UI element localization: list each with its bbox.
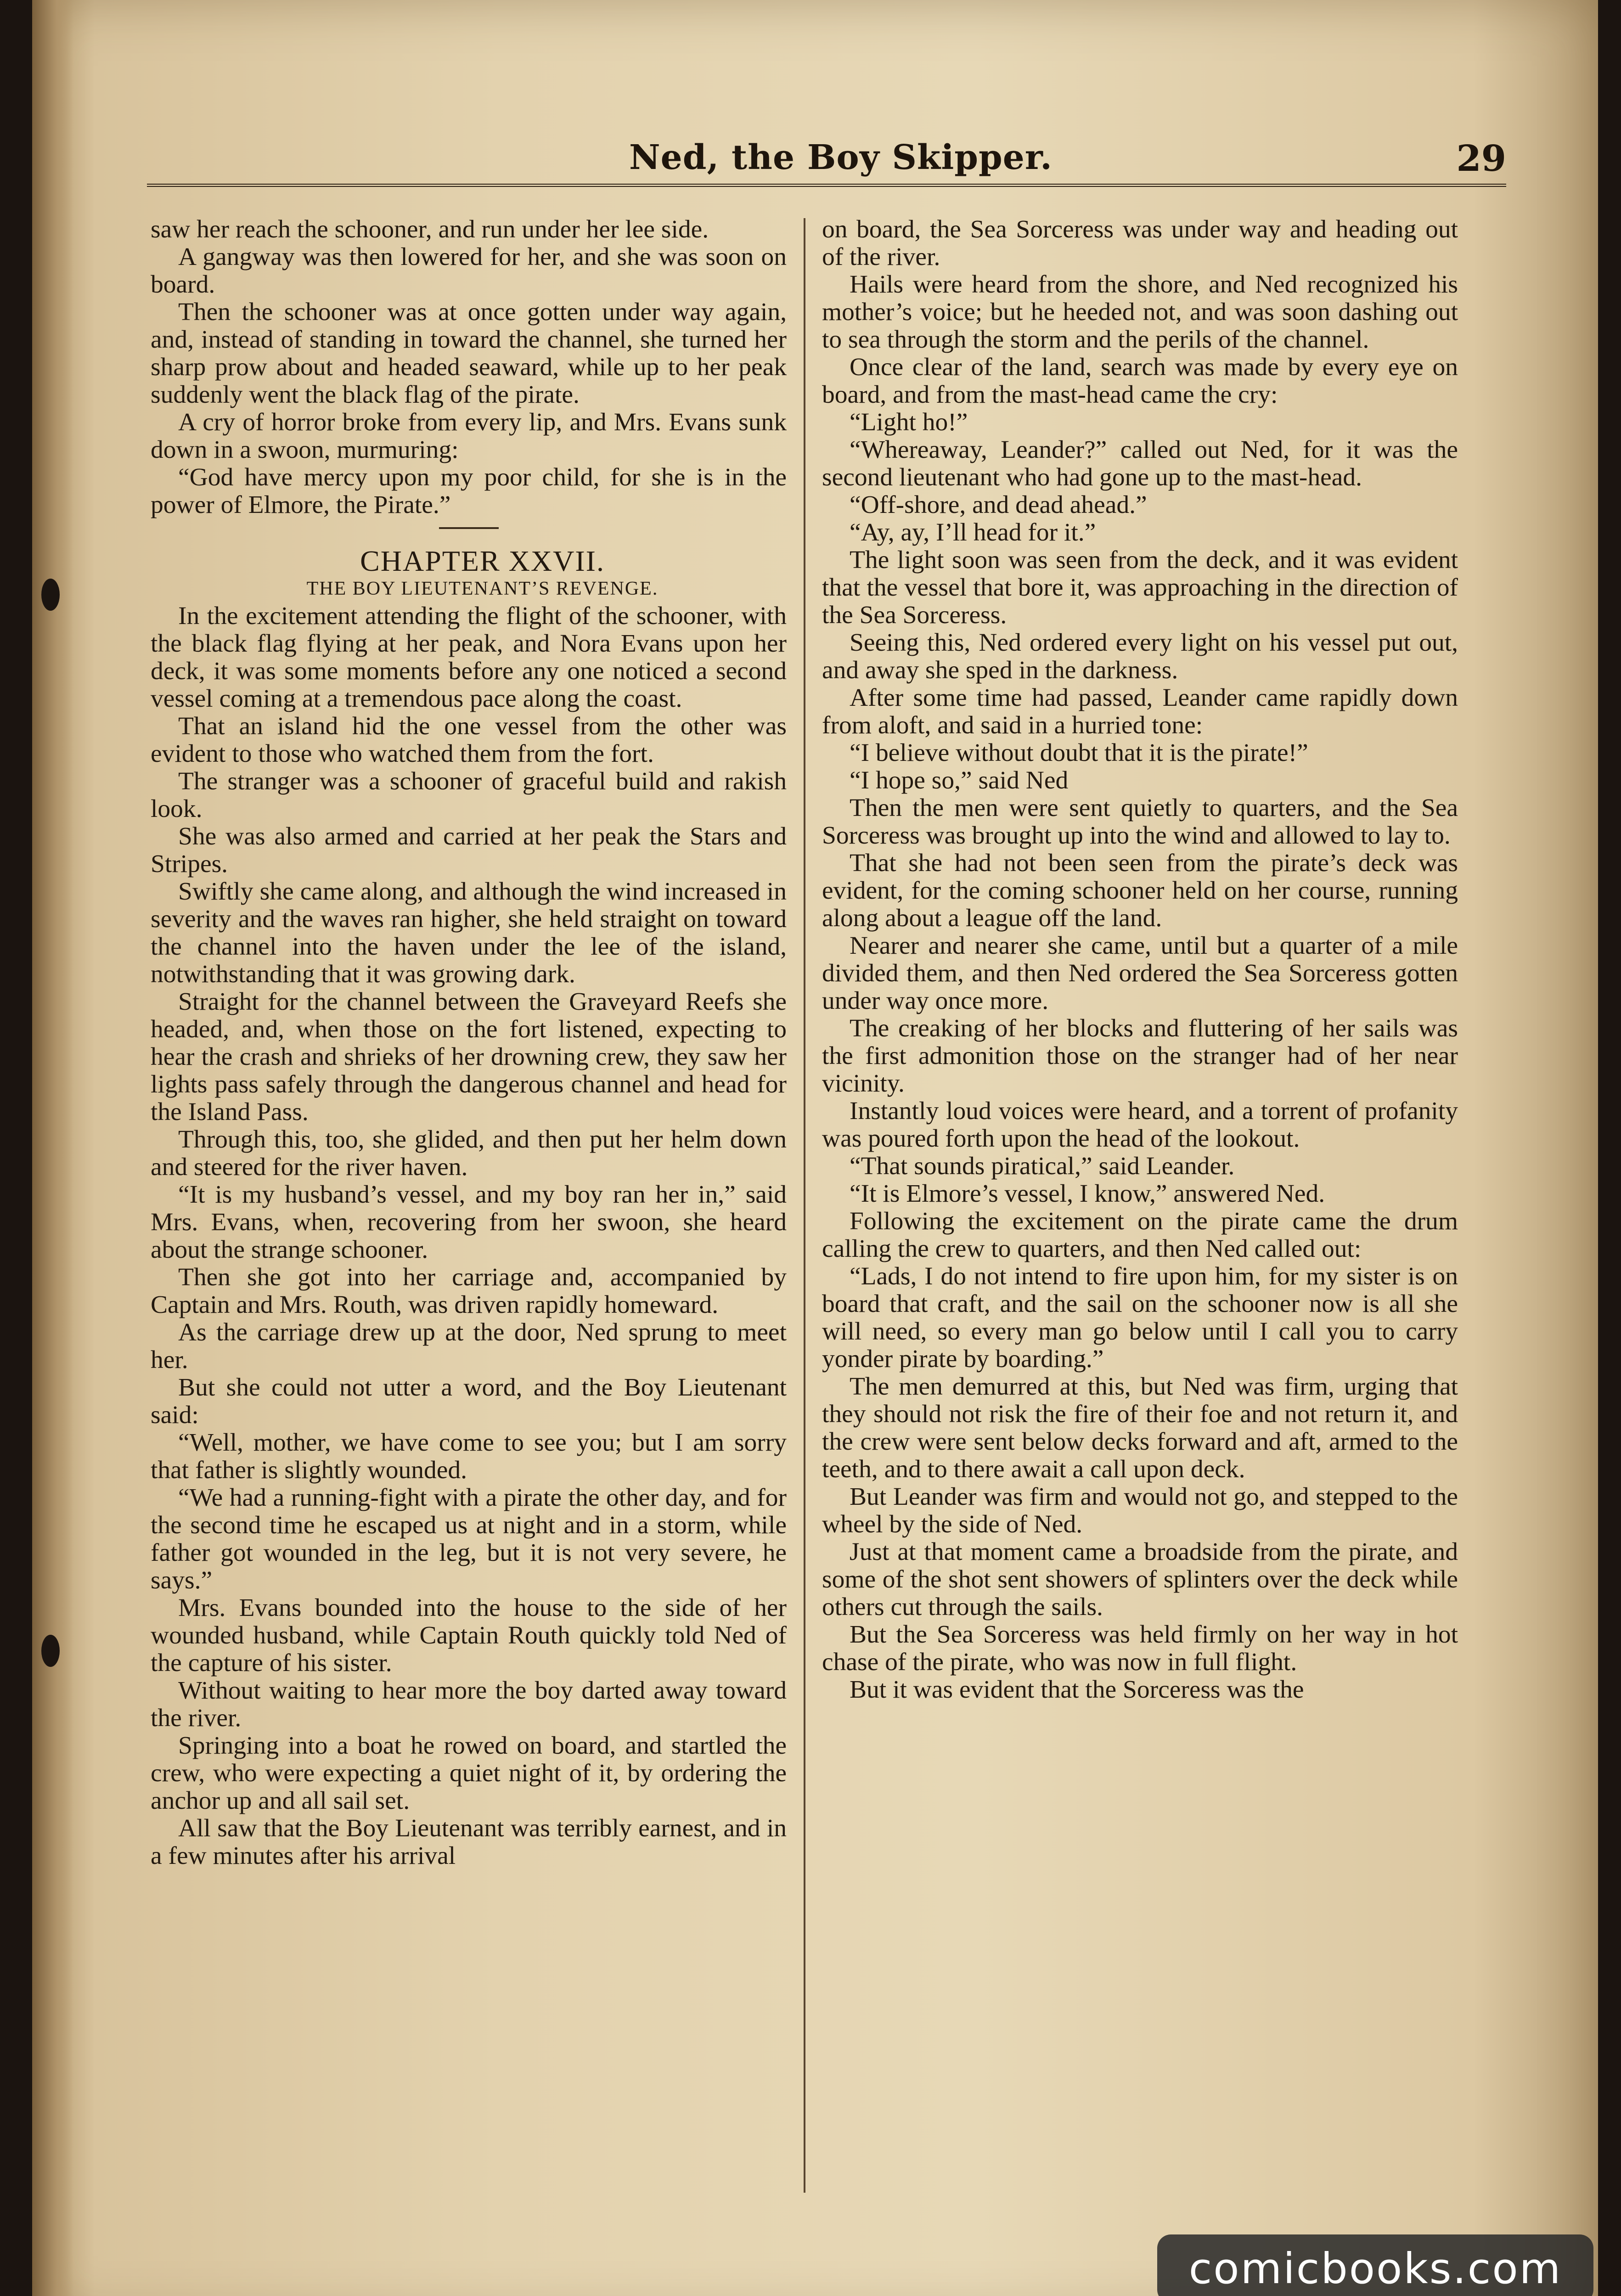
right-column: [822, 216, 1458, 2204]
left-column: [151, 216, 787, 2204]
paragraph: Nearer and nearer she came, until but a quarter of a mile divided them, and then Ned ordered the Sea Sorceress gotten under way once more.: [822, 932, 1458, 1015]
paragraph: Then the schooner was at once gotten under way again, and, instead of standing in toward the channel, she turned her sharp prow about and headed seaward, while up to her peak suddenly went the black flag of the pirate.: [151, 298, 787, 409]
paragraph: The light soon was seen from the deck, and it was evident that the vessel that bore it, was approaching in the direction of the Sea Sorceress.: [822, 546, 1458, 629]
paragraph: Once clear of the land, search was made by every eye on board, and from the mast-head came the cry:: [822, 353, 1458, 409]
paragraph: Just at that moment came a broadside from the pirate, and some of the shot sent showers of splinters over the deck while others cut through the sails.: [822, 1538, 1458, 1621]
paragraph: “Off-shore, and dead ahead.”: [850, 491, 1147, 519]
paragraph: Straight for the channel between the Graveyard Reefs she headed, and, when those on the fort listened, expecting to hear the crash and shrieks of her drowning crew, they saw her lights pass safely through the dangerous channel and head for the Island Pass.: [151, 988, 787, 1126]
running-title: Ned, the Boy Skipper.: [629, 138, 1053, 177]
paragraph: Seeing this, Ned ordered every light on his vessel put out, and away she sped in the darkness.: [822, 629, 1458, 684]
paragraph: “I believe without doubt that it is the pirate!”: [850, 739, 1308, 767]
paragraph: saw her reach the schooner, and run under her lee side.: [151, 216, 709, 243]
page-gutter: [32, 0, 73, 2296]
paragraph: But the Sea Sorceress was held firmly on her way in hot chase of the pirate, who was now in full flight.: [822, 1621, 1458, 1676]
paragraph: She was also armed and carried at her peak the Stars and Stripes.: [151, 822, 787, 878]
site-watermark: comicbooks.com: [1157, 2234, 1593, 2296]
paragraph: A cry of horror broke from every lip, and Mrs. Evans sunk down in a swoon, murmuring:: [151, 408, 787, 464]
paragraph: But Leander was firm and would not go, and stepped to the wheel by the side of Ned.: [822, 1483, 1458, 1538]
page-header: [147, 133, 1506, 187]
paragraph: Swiftly she came along, and although the wind increased in severity and the waves ran higher, she held straight on toward the channel into the haven under the lee of the island, notwithstanding that it was growing dark.: [151, 878, 787, 988]
paragraph: The stranger was a schooner of graceful build and rakish look.: [151, 767, 787, 823]
paragraph: “Lads, I do not intend to fire upon him, for my sister is on board that craft, and the sail on the schooner now is all she will need, so every man go below until I call you to carry yonder pirate by boarding.”: [822, 1262, 1458, 1373]
paragraph: “We had a running-fight with a pirate the other day, and for the second time he escaped us at night and in a storm, while father got wounded in the leg, but it is not very severe, he says.”: [151, 1484, 787, 1594]
book-page: [32, 0, 1598, 2296]
paragraph: A gangway was then lowered for her, and she was soon on board.: [151, 243, 787, 298]
paragraph: That an island hid the one vessel from the other was evident to those who watched them from the fort.: [151, 712, 787, 768]
binding-hole: [41, 1635, 60, 1667]
paragraph: “Well, mother, we have come to see you; but I am sorry that father is slightly wounded.: [151, 1429, 787, 1484]
paragraph: “It is my husband’s vessel, and my boy ran her in,” said Mrs. Evans, when, recovering from her swoon, she heard about the strange schooner.: [151, 1181, 787, 1264]
paragraph: Springing into a boat he rowed on board, and startled the crew, who were expecting a quiet night of it, by ordering the anchor up and all sail set.: [151, 1732, 787, 1815]
binding-hole: [41, 579, 60, 611]
paragraph: Instantly loud voices were heard, and a torrent of profanity was poured forth upon the head of the lookout.: [822, 1097, 1458, 1153]
paragraph: “Light ho!”: [850, 408, 968, 436]
section-rule: [439, 527, 499, 529]
chapter-subtitle: THE BOY LIEUTENANT’S REVENGE.: [306, 578, 659, 599]
paragraph: But it was evident that the Sorceress was the: [850, 1676, 1304, 1704]
paragraph: “It is Elmore’s vessel, I know,” answered Ned.: [850, 1180, 1325, 1208]
paragraph: Following the excitement on the pirate came the drum calling the crew to quarters, and then Ned called out:: [822, 1207, 1458, 1263]
chapter-title: CHAPTER XXVII.: [360, 545, 605, 577]
paragraph: Then she got into her carriage and, accompanied by Captain and Mrs. Routh, was driven rapidly homeward.: [151, 1263, 787, 1319]
page-number: 29: [1456, 138, 1506, 180]
paragraph: “God have mercy upon my poor child, for she is in the power of Elmore, the Pirate.”: [151, 463, 787, 519]
column-divider: [804, 218, 805, 2193]
paragraph: “I hope so,” said Ned: [850, 766, 1069, 794]
paragraph: on board, the Sea Sorceress was under way and heading out of the river.: [822, 216, 1458, 271]
paragraph: But she could not utter a word, and the Boy Lieutenant said:: [151, 1373, 787, 1429]
paragraph: “Whereaway, Leander?” called out Ned, for it was the second lieutenant who had gone up to the mast-head.: [822, 436, 1458, 491]
paragraph: Then the men were sent quietly to quarters, and the Sea Sorceress was brought up into the wind and allowed to lay to.: [822, 794, 1458, 850]
paragraph: “That sounds piratical,” said Leander.: [850, 1152, 1235, 1180]
paragraph: The men demurred at this, but Ned was firm, urging that they should not risk the fire of their foe and not return it, and the crew were sent below decks forward and aft, armed to the teeth, and to there await a call upon deck.: [822, 1373, 1458, 1483]
paragraph: Mrs. Evans bounded into the house to the side of her wounded husband, while Captain Routh quickly told Ned of the capture of his sister.: [151, 1594, 787, 1677]
paragraph: Without waiting to hear more the boy darted away toward the river.: [151, 1677, 787, 1732]
paragraph: That she had not been seen from the pirate’s deck was evident, for the coming schooner held on her course, running along about a league off the land.: [822, 849, 1458, 932]
paragraph: After some time had passed, Leander came rapidly down from aloft, and said in a hurried tone:: [822, 684, 1458, 739]
paragraph: The creaking of her blocks and fluttering of her sails was the first admonition those on the stranger had of her near vicinity.: [822, 1014, 1458, 1097]
paragraph: “Ay, ay, I’ll head for it.”: [850, 518, 1096, 546]
paragraph: As the carriage drew up at the door, Ned sprung to meet her.: [151, 1318, 787, 1374]
paragraph: Through this, too, she glided, and then put her helm down and steered for the river haven.: [151, 1125, 787, 1181]
paragraph: In the excitement attending the flight of the schooner, with the black flag flying at her peak, and Nora Evans upon her deck, it was some moments before any one noticed a second vessel coming at a tremendous pace along the coast.: [151, 602, 787, 713]
paragraph: Hails were heard from the shore, and Ned recognized his mother’s voice; but he heeded not, and was soon dashing out to sea through the storm and the perils of the channel.: [822, 270, 1458, 354]
paragraph: All saw that the Boy Lieutenant was terribly earnest, and in a few minutes after his arrival: [151, 1814, 787, 1870]
